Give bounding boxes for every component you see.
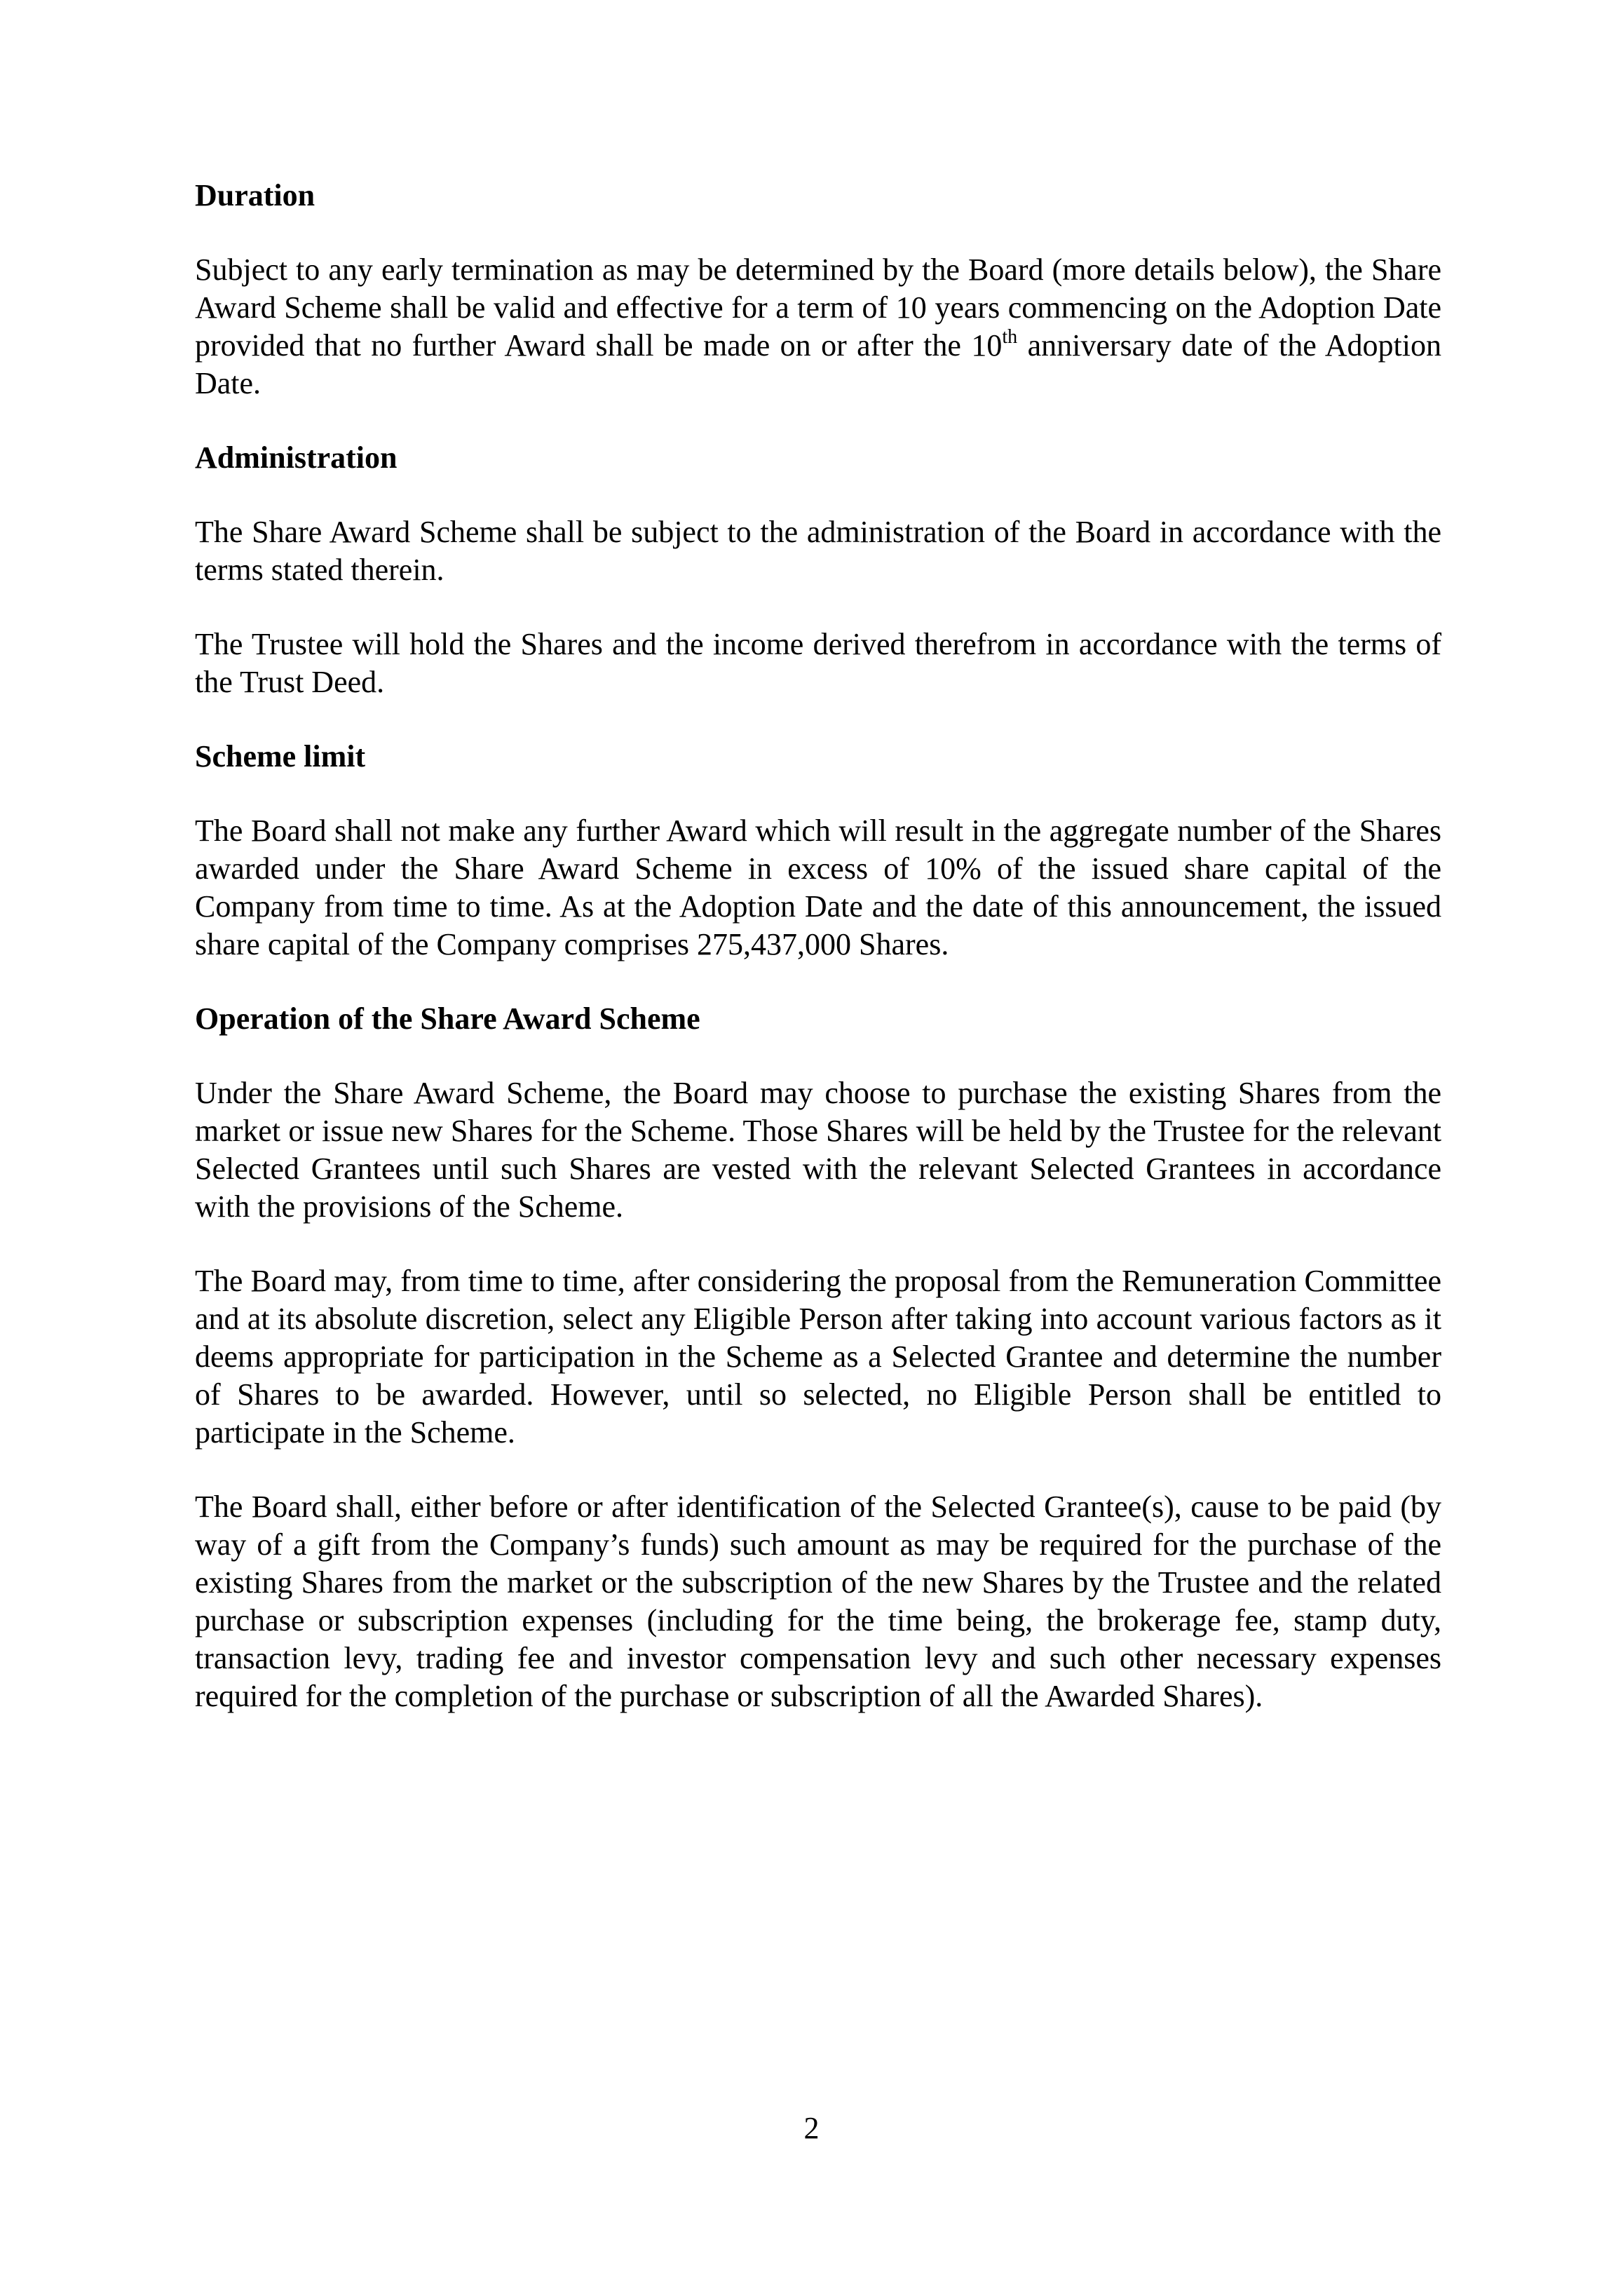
ordinal-superscript: th bbox=[1002, 326, 1018, 348]
heading-scheme-limit: Scheme limit bbox=[195, 739, 366, 774]
document-page bbox=[195, 177, 1441, 1752]
heading-operation: Operation of the Share Award Scheme bbox=[195, 1001, 700, 1036]
paragraph-operation-2: The Board may, from time to time, after considering the proposal from the Remuneration Committee and at its absolute discretion, select any Eligible Person after taking into account various factors as it deems appropriate for participation in the Scheme as a Selected Grantee and determine the number of Shares to be awarded. However, until so selected, no Eligible Person shall be entitled to participate in the Scheme. bbox=[195, 1264, 1441, 1450]
paragraph-administration-2: The Trustee will hold the Shares and the income derived therefrom in accordance with the terms of the Trust Deed. bbox=[195, 627, 1441, 699]
paragraph-administration-1: The Share Award Scheme shall be subject to the administration of the Board in accordance with the terms stated therein. bbox=[195, 515, 1441, 587]
paragraph-duration-text-end: anniversary date of the Adoption Date. bbox=[195, 328, 1441, 400]
paragraph-duration-text: Subject to any early termination as may be determined by the Board (more details below), the Share Award Scheme shall be valid and effective for a term of 10 years commencing on the Adoption Date provided that no further Award shall be made on or after the 10 bbox=[195, 252, 1441, 363]
paragraph-duration bbox=[195, 251, 1441, 403]
heading-administration: Administration bbox=[195, 440, 398, 475]
paragraph-operation-1: Under the Share Award Scheme, the Board may choose to purchase the existing Shares from the market or issue new Shares for the Scheme. Those Shares will be held by the Trustee for the relevant Selected Grantees until such Shares are vested with the relevant Selected Grantees in accordance with the provisions of the Scheme. bbox=[195, 1076, 1441, 1224]
heading-duration: Duration bbox=[195, 178, 315, 212]
paragraph-operation-3: The Board shall, either before or after identification of the Selected Grantee(s), cause to be paid (by way of a gift from the Company’s funds) such amount as may be required for the purchase of the existing Shares from the market or the subscription of the new Shares by the Trustee and the related purchase or subscription expenses (including for the time being, the brokerage fee, stamp duty, transaction levy, trading fee and investor compensation levy and such other necessary expenses required for the completion of the purchase or subscription of all the Awarded Shares). bbox=[195, 1490, 1441, 1713]
paragraph-scheme-limit: The Board shall not make any further Award which will result in the aggregate number of the Shares awarded under the Share Award Scheme in excess of 10% of the issued share capital of the Company from time to time. As at the Adoption Date and the date of this announcement, the issued share capital of the Company comprises 275,437,000 Shares. bbox=[195, 813, 1441, 961]
page-number: 2 bbox=[803, 2111, 820, 2145]
